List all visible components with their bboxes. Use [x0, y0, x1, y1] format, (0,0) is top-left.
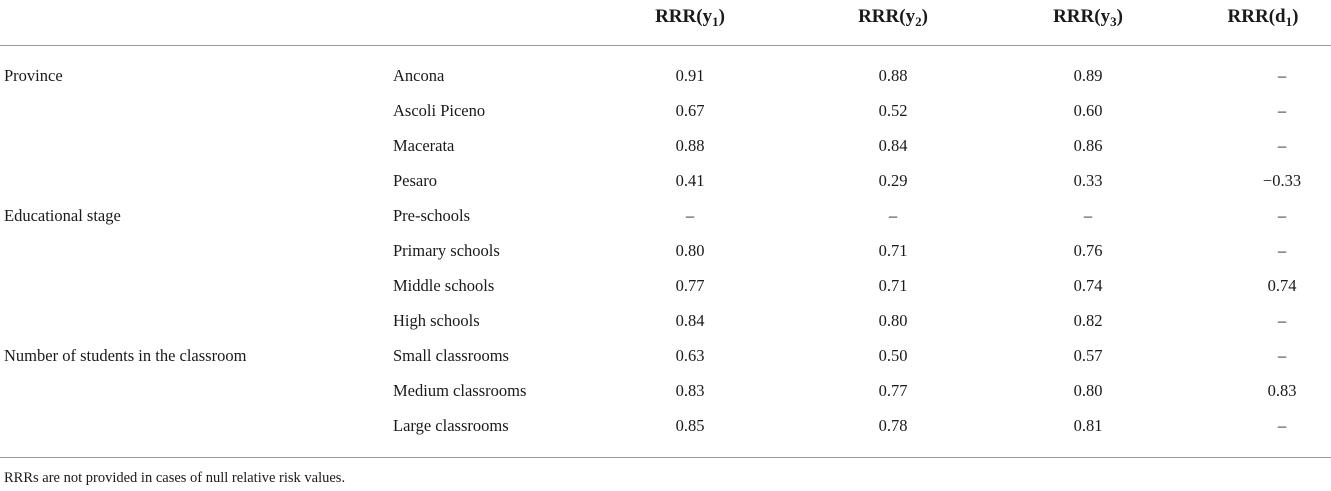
table-cell: – — [1277, 136, 1287, 155]
table-cell: 0.29 — [878, 171, 908, 190]
row-label: Primary schools — [393, 241, 500, 260]
table-cell: – — [1277, 66, 1287, 85]
header-rrr-y2: $RRR(y_2)$ — [858, 6, 928, 29]
header-rrr-y1: $RRR(y_1)$ — [655, 6, 725, 29]
table-cell: 0.85 — [675, 416, 705, 435]
header-rrr-d1: $RRR(d_1)$ — [1227, 6, 1299, 29]
table-cell: – — [1277, 346, 1287, 365]
row-label: Small classrooms — [393, 346, 509, 365]
bottom-rule — [0, 457, 1331, 458]
table-cell: 0.81 — [1073, 416, 1103, 435]
table-cell: – — [888, 206, 898, 225]
header-rrr-y3: $RRR(y_3)$ — [1053, 6, 1123, 29]
table-cell: – — [1277, 311, 1287, 330]
table-cell: – — [1277, 206, 1287, 225]
table-cell: 0.84 — [878, 136, 908, 155]
table-cell: 0.76 — [1073, 241, 1103, 260]
table-cell: 0.80 — [1073, 381, 1103, 400]
table-cell: 0.82 — [1073, 311, 1103, 330]
row-label: Large classrooms — [393, 416, 509, 435]
group-label: Number of students in the classroom — [4, 346, 247, 365]
group-label: Educational stage — [4, 206, 121, 225]
group-label: Province — [4, 66, 63, 85]
row-label: Pre-schools — [393, 206, 470, 225]
row-label: High schools — [393, 311, 480, 330]
table-cell: 0.77 — [878, 381, 908, 400]
table-cell: 0.88 — [675, 136, 705, 155]
table-cell: 0.63 — [675, 346, 705, 365]
table-cell: 0.88 — [878, 66, 908, 85]
row-label: Ancona — [393, 66, 445, 85]
table-cell: 0.80 — [675, 241, 705, 260]
table-cell: 0.60 — [1073, 101, 1103, 120]
top-rule — [0, 45, 1331, 46]
table-cell: 0.77 — [675, 276, 705, 295]
table-cell: 0.91 — [675, 66, 705, 85]
table-cell: 0.57 — [1073, 346, 1103, 365]
table-cell: 0.33 — [1073, 171, 1103, 190]
row-label: Macerata — [393, 136, 455, 155]
table-cell: 0.78 — [878, 416, 908, 435]
row-label: Medium classrooms — [393, 381, 527, 400]
table-cell: – — [1277, 416, 1287, 435]
row-label: Pesaro — [393, 171, 437, 190]
row-label: Middle schools — [393, 276, 495, 295]
table-cell: – — [1083, 206, 1093, 225]
table-cell: 0.89 — [1073, 66, 1103, 85]
table-cell: 0.84 — [675, 311, 705, 330]
table-cell: 0.41 — [675, 171, 705, 190]
row-label: Ascoli Piceno — [393, 101, 486, 120]
table-cell: 0.50 — [878, 346, 908, 365]
table-cell: 0.74 — [1073, 276, 1103, 295]
table-cell: 0.67 — [675, 101, 705, 120]
table-cell: – — [1277, 101, 1287, 120]
table-cell: 0.71 — [878, 276, 908, 295]
table-cell: 0.74 — [1267, 276, 1297, 295]
table-cell: 0.80 — [878, 311, 908, 330]
table-cell: – — [1277, 241, 1287, 260]
table-footnote: RRRs are not provided in cases of null relative risk values. — [4, 470, 346, 486]
table-cell: 0.86 — [1073, 136, 1103, 155]
table-cell: 0.71 — [878, 241, 908, 260]
table-cell: 0.52 — [878, 101, 908, 120]
table-cell: 0.83 — [1267, 381, 1297, 400]
table-cell: – — [685, 206, 695, 225]
table-cell: −0.33 — [1262, 171, 1302, 190]
table-cell: 0.83 — [675, 381, 705, 400]
